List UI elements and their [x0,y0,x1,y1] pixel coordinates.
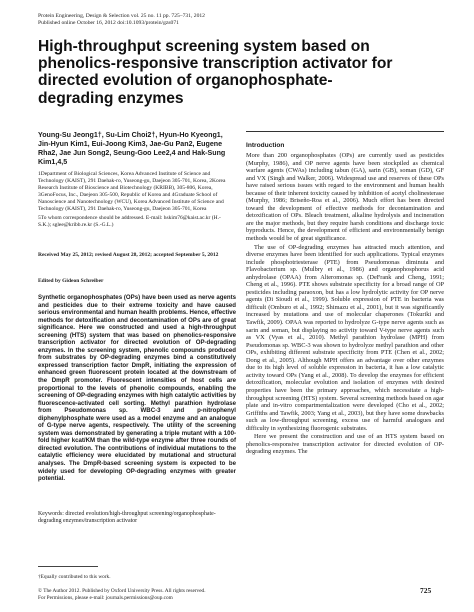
footnote [38,566,236,581]
page-number: 725 [420,586,432,595]
section-heading-introduction: Introduction [246,142,285,149]
journal-doi: Published online October 16, 2012 doi:10.1093/protein/gzs071 [38,19,179,26]
article-title: High-throughput screening system based on phenolics-responsive transcription activator for directed evolution of organophosphate-degrading enzymes [38,38,393,107]
introduction-column [246,131,444,456]
footnote-text: †Equally contributed to this work. [38,574,111,580]
author-list: Young-Su Jeong1†, Su-Lim Choi2†, Hyun-Ho Kyeong1, Jin-Hyun Kim1, Eui-Joong Kim3, Jae-Gu Pan2, Eugene Rha2, Jae Jun Song2, Seung-Goo Lee2,4 and Hak-Sung Kim1,4,5 [38,131,226,167]
copyright [38,588,428,601]
received-dates: Received May 25, 2012; revised August 28, 2012; accepted September 5, 2012 [38,252,219,258]
keywords: Keywords: directed evolution/high-throughput screening/organophosphate-degrading enzymes/transcription activator [38,511,216,525]
correspondence-text: 5To whom correspondence should be addressed. E-mail: hskim76@kaist.ac.kr (H.-S.K.); sglee@kribb.re.kr (S.-G.L.) [38,215,221,229]
edited-by: Edited by Gideon Schreiber [38,278,104,284]
permissions-line: For Permissions, please e-mail: journals.permissions@oup.com [38,594,173,601]
affiliation-text: 1Department of Biological Sciences, Korea Advanced Institute of Science and Technology (KAIST), 291 Daehak-ro, Yuseong-gu, Daejeon 305-701, Korea, 2Korea Research Institute of Bioscience and Biotechnology (KRIBB), 305-806, Korea, 3GenoFocus, Inc., Daejeon 305-500, Republic of Korea and 4Graduate School of Nanoscience and Nanotechnology (WCU), Korea Advanced Institute of Science and Technology (KAIST), 291 Daehak-ro, Yuseong-gu, Daejeon 305-701, Korea [38,171,226,212]
abstract: Synthetic organophosphates (OPs) have been used as nerve agents and pesticides due to their extreme toxicity and have caused serious environmental and human health problems. Hence, effective methods for detoxification and decontamination of OPs are of great significance. Here we constructed and used a high-throughput screening (HTS) system that was based on phenolics-responsive transcription activator for directed evolution of OP-degrading enzymes. In the screening system, phenolic compounds produced from substrates by OP-degrading enzymes bind a constitutively expressed transcription factor DmpR, initiating the expression of enhanced green fluorescent protein located at the downstream of the DmpR promoter. Fluorescent intensities of host cells are proportional to the levels of phenolic compounds, enabling the screening of OP-degrading enzymes with high catalytic activities by fluorescence-activated cell sorting. Methyl parathion hydrolase from Pseudomonas sp. WBC-3 and p-nitrophenyl diphenylphosphate were used as a model enzyme and an analogue of G-type nerve agents, respectively. The utility of the screening system was demonstrated by generating a triple mutant with a 100-fold higher kcat/KM than the wild-type enzyme after three rounds of directed evolution. The contributions of individual mutations to the catalytic efficiency were elucidated by mutational and structural analyses. The DmpR-based screening system is expected to be widely used for developing OP-degrading enzymes with greater potential. [38,294,236,483]
journal-header [38,13,368,26]
journal-citation: Protein Engineering, Design & Selection vol. 25 no. 11 pp. 725–731, 2012 [38,13,205,19]
intro-paragraph-2: The use of OP-degrading enzymes has attracted much attention, and diverse enzymes have been identified for such applications. Typical enzymes include phosphotriesterase (PTE) from Pseudomonas diminuta and Flavobacterium sp. (Mulbry et al., 1986) and organophosphorus acid anhydrolase (OPAA) from Alteromonas sp. (DeFrank and Cheng, 1991; Cheng et al., 1996). PTE shows substrate specificity for a broad range of OP pesticides including paraoxon, but has a low hydrolytic activity for OP nerve agents (Di Sioudi et al., 1999). Soluble expression of PTE in bacteria was difficult (Omburo et al., 1992; Shimazu et al., 2001), but it was significantly increased by mutations and use of molecular chaperones (Tokuriki and Tawfik, 2009). OPAA was reported to hydrolyze G-type nerve agents such as sarin and soman, but displaying no activity toward V-type nerve agents such as VX (Vyas et al., 2010). Methyl parathion hydrolase (MPH) from Pseudomonas sp. WBC-3 was shown to hydrolyze methyl parathion and other OPs, exhibiting different substrate specificity from PTE (Chen et al., 2002; Dong et al., 2005). Although MPH offers an advantage over other enzymes due to its high level of soluble expression in bacteria, it has a low catalytic activity toward OPs (Yang et al., 2008). To develop the enzymes for efficient detoxification, molecular evolution and isolation of enzymes with desired properties have been the primary approaches, which necessitate a high-throughput screening (HTS) system. Several screening methods based on agar plate and in-vitro compartmentalization were developed (Cho et al., 2002; Griffiths and Tawfik, 2003; Yang et al., 2003), but they have some drawbacks such as low-throughput screening, excess use of harmful analogues and difficulty in synthesizing fluorogenic substrates. [246,243,444,432]
intro-paragraph-3: Here we present the construction and use of an HTS system based on phenolics-responsive transcription activator for directed evolution of OP-degrading enzymes. The [246,433,444,456]
intro-paragraph-1: More than 200 organophosphates (OPs) are currently used as pesticides (Murphy, 1986), and OP nerve agents have been stockpiled as chemical warfare agents (CWAs) including tabun (GA), sarin (GB), soman (GD), GF and VX (Singh and Walker, 2006). Widespread use and reserves of these OPs have raised serious issues with regard to the environment and human health because of their inherent toxicity caused by inhibition of acetyl cholinesterase (Murphy, 1986; Briseño-Roa et al., 2006). Much effort has been directed toward the development of effective methods for decontamination and detoxification of OPs. Bleach treatment, alkaline hydrolysis and incineration are the major methods, but they require harsh conditions and discharge toxic byproducts. Hence, the development of efficient and environmentally benign methods would be of great significance. [246,152,444,243]
affiliations [38,171,233,229]
footnote-rule [38,566,98,567]
copyright-line: © The Author 2012. Published by Oxford University Press. All rights reserved. [38,588,206,594]
